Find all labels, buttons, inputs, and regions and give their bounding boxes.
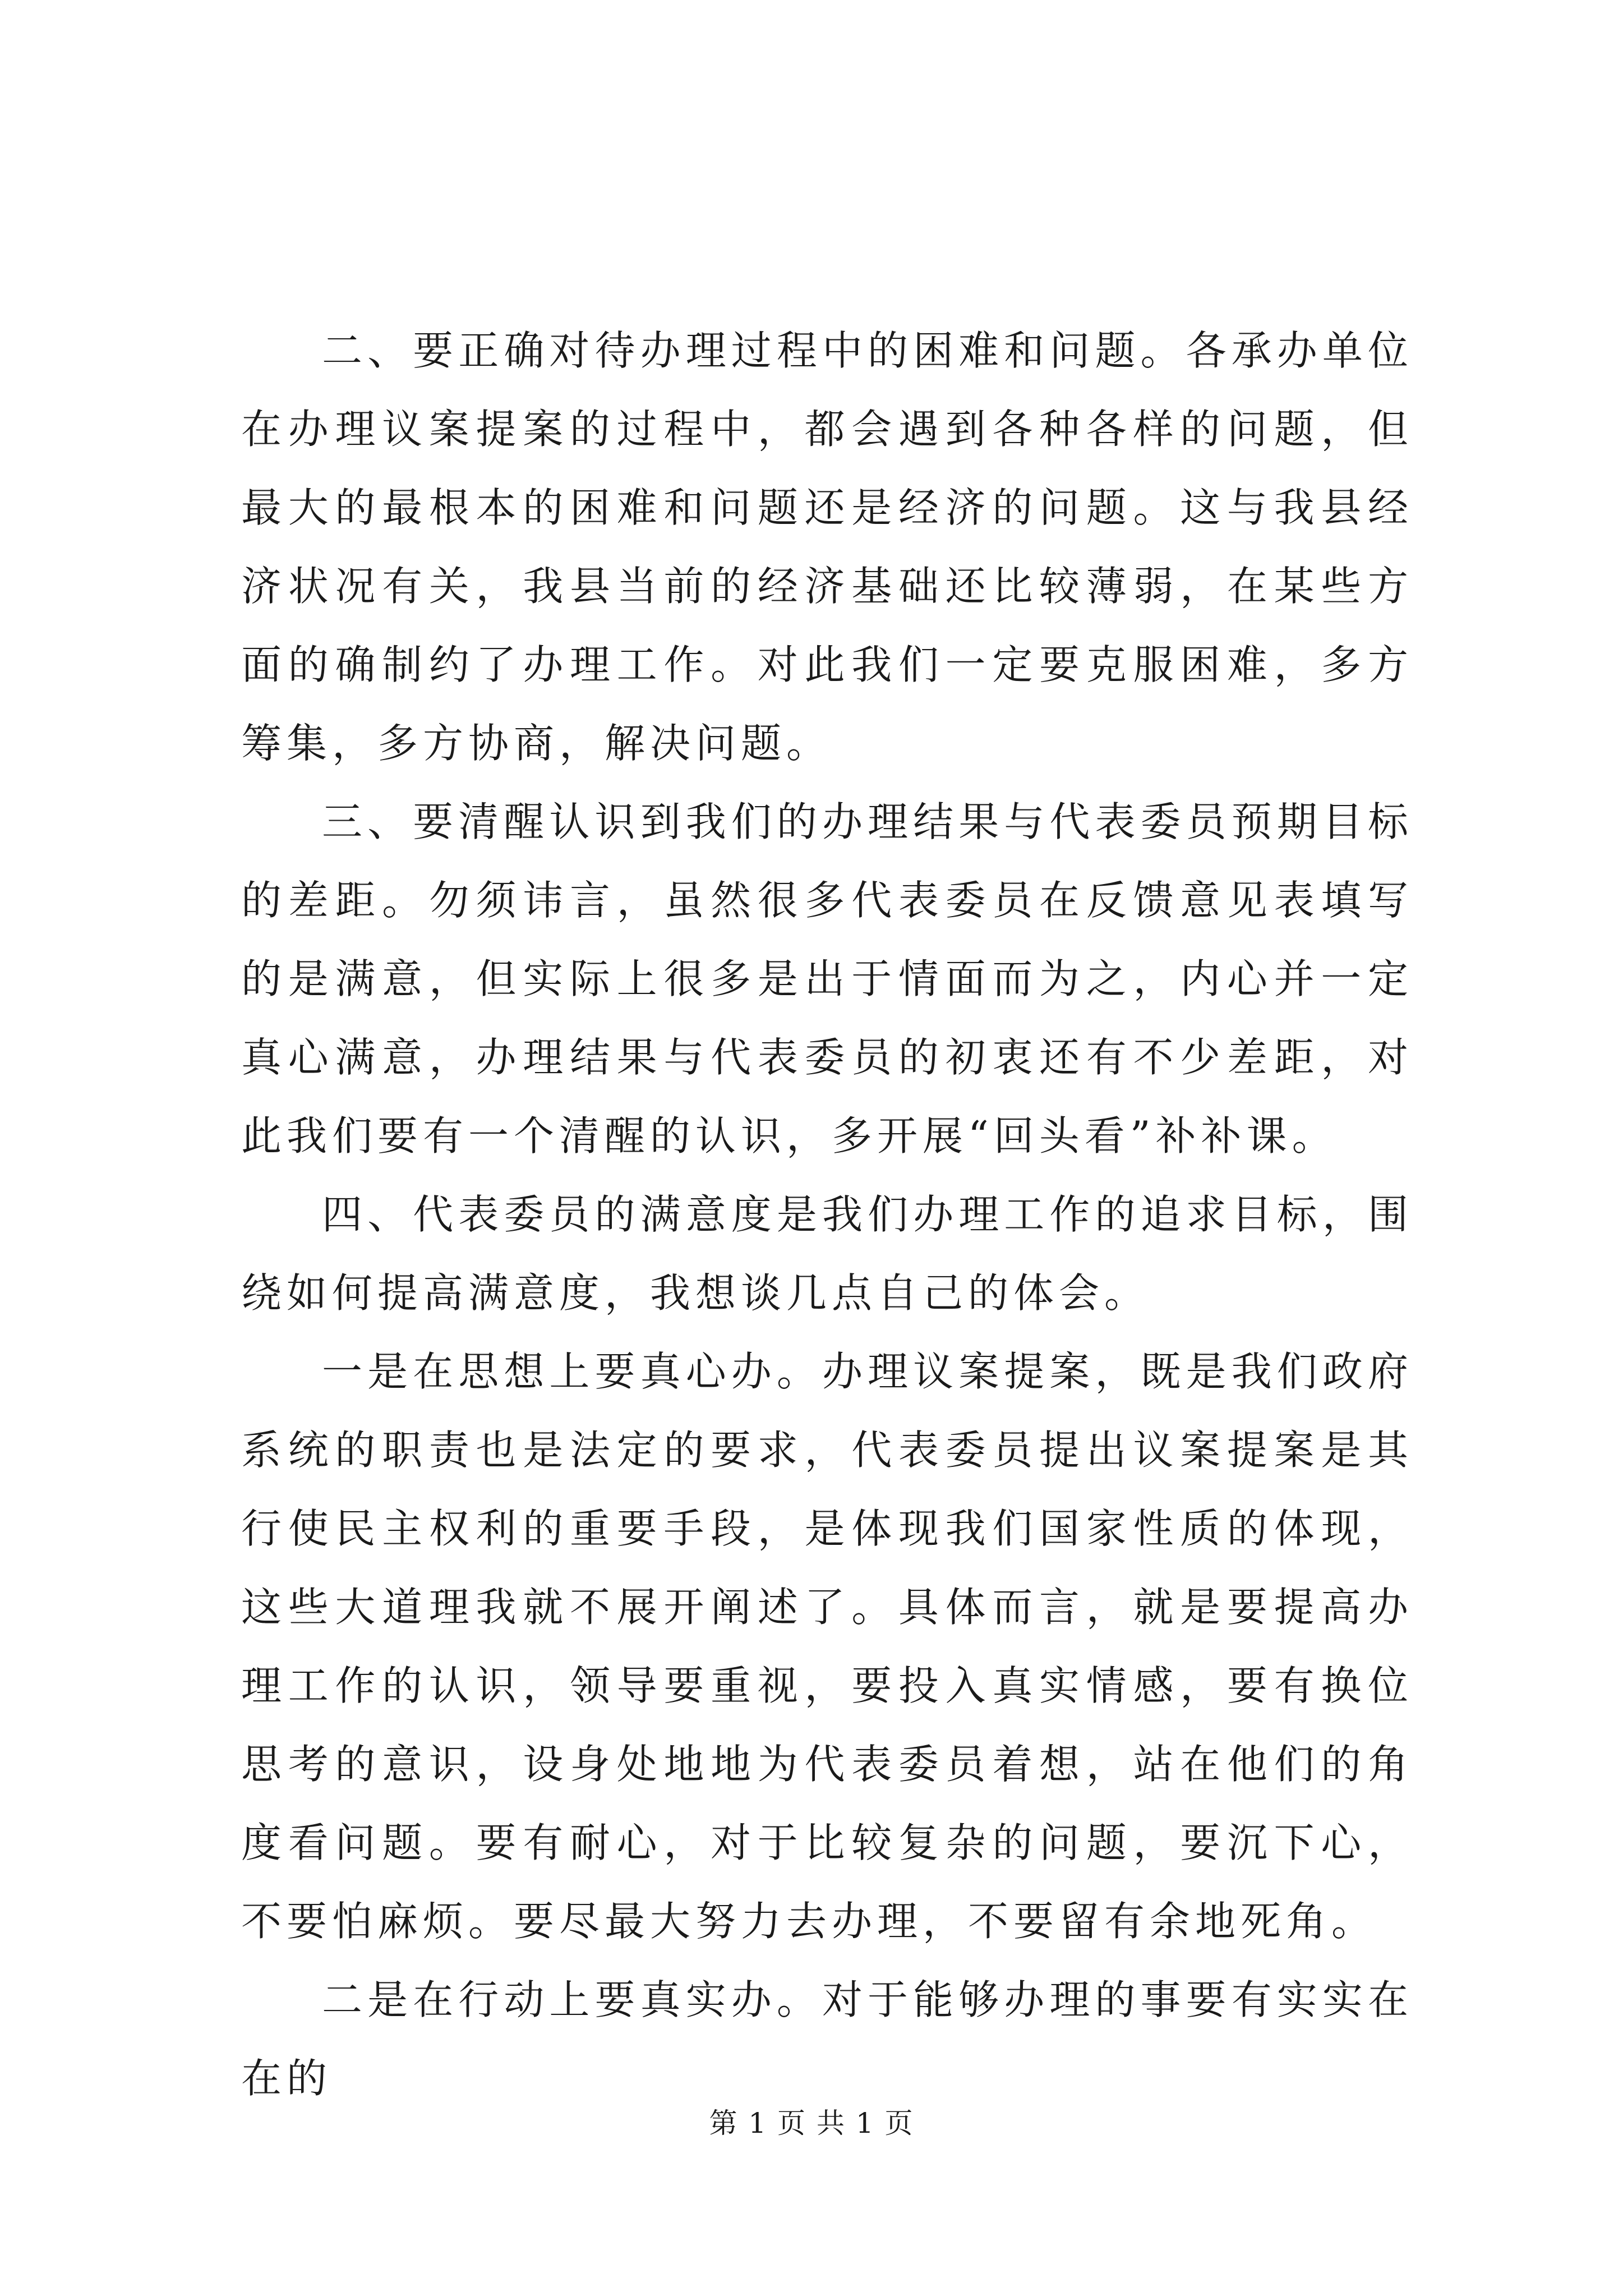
paragraph-4-satisfaction: 四、代表委员的满意度是我们办理工作的追求目标，围绕如何提高满意度，我想谈几点自己的体会。: [241, 1191, 1413, 1317]
paragraph-2-difficulties: 二、要正确对待办理过程中的困难和问题。各承办单位在办理议案提案的过程中，都会遇到各种各样的问题，但最大的最根本的困难和问题还是经济的问题。这与我县经济状况有关，我县当前的经济基础还比较薄弱，在某些方面的确制约了办理工作。对此我们一定要克服困难，多方筹集，多方协商，解决问题。: [241, 327, 1413, 767]
page-footer: 第 1 页 共 1 页: [709, 2107, 914, 2139]
paragraph-sincere-handling: 一是在思想上要真心办。办理议案提案，既是我们政府系统的职责也是法定的要求，代表委员提出议案提案是其行使民主权利的重要手段，是体现我们国家性质的体现，这些大道理我就不展开阐述了。具体而言，就是要提高办理工作的认识，领导要重视，要投入真实情感，要有换位思考的意识，设身处地地为代表委员着想，站在他们的角度看问题。要有耐心，对于比较复杂的问题，要沉下心，不要怕麻烦。要尽最大努力去办理，不要留有余地死角。: [241, 1348, 1413, 1945]
document-body: [241, 311, 1413, 2118]
paragraph-real-action: 二是在行动上要真实办。对于能够办理的事要有实实在在的: [241, 1976, 1413, 2102]
paragraph-3-results-gap: 三、要清醒认识到我们的办理结果与代表委员预期目标的差距。勿须讳言，虽然很多代表委员在反馈意见表填写的是满意，但实际上很多是出于情面而为之，内心并一定真心满意，办理结果与代表委员的初衷还有不少差距，对此我们要有一个清醒的认识，多开展“回头看”补补课。: [241, 798, 1413, 1159]
